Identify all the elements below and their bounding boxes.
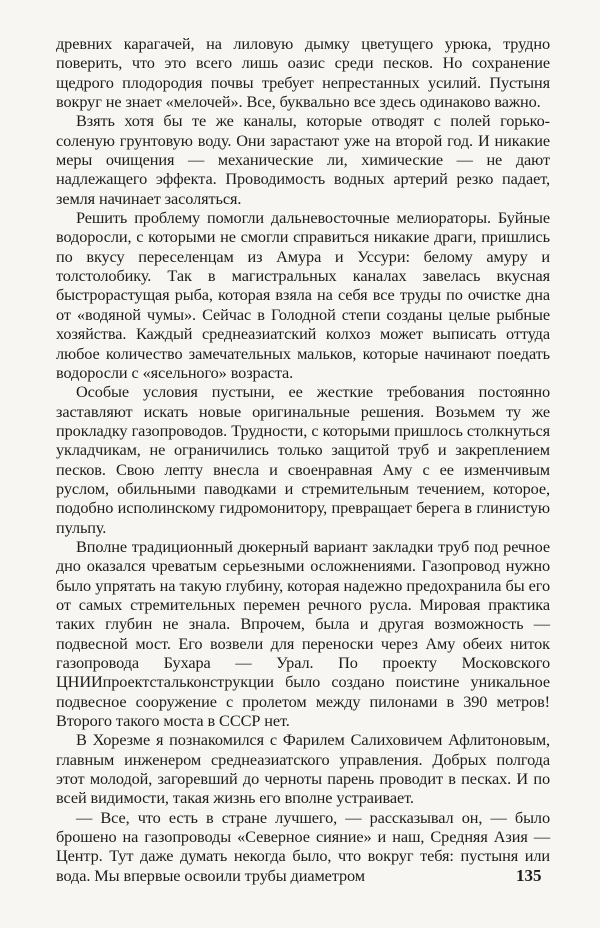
page-number: 135	[516, 866, 542, 885]
paragraph: Вполне традиционный дюкерный вариант закладки труб под речное дно оказался чреватым серьезными осложнениями. Газопровод нужно было упрятать на такую глубину, которая надежно предохранила бы его от самых стремительных перемен речного русла. Мировая практика таких глубин не знала. Впрочем, была и другая возможность — подвесной мост. Его возвели для переноски через Аму обеих ниток газопровода Бухара — Урал. По проекту Московского ЦНИИпроектстальконструкции было создано поистине уникальное подвесное сооружение с пролетом между пилонами в 390 метров! Второго такого моста в СССР нет.	[56, 536, 550, 731]
body-text	[56, 34, 550, 885]
paragraph: Взять хотя бы те же каналы, которые отводят с полей горько-соленую грунтовую воду. Они зарастают уже на второй год. И никакие меры очищения — механические ли, химические — не дают надлежащего эффекта. Проводимость водных артерий резко падает, земля начинает засоляться.	[56, 111, 550, 208]
paragraph: В Хорезме я познакомился с Фарилем Салиховичем Афлитоновым, главным инженером среднеазиатского управления. Добрых полгода этот молодой, загоревший до черноты парень проводит в песках. И по всей видимости, такая жизнь его вполне устраивает.	[56, 730, 550, 808]
paragraph: древних карагачей, на лиловую дымку цветущего урюка, трудно поверить, что это всего лишь оазис среди песков. Но сохранение щедрого плодородия почвы требует непрестанных усилий. Пустыня вокруг не знает «мелочей». Все, буквально все здесь одинаково важно.	[56, 34, 550, 112]
paragraph: — Все, что есть в стране лучшего, — рассказывал он, — было брошено на газопроводы «Северное сияние» и наш, Средняя Азия — Центр. Тут даже думать некогда было, что вокруг тебя: пустыня или вода. Мы впервые освоили трубы диаметром	[56, 807, 550, 885]
paragraph: Решить проблему помогли дальневосточные мелиораторы. Буйные водоросли, с которыми не смогли справиться никакие драги, пришлись по вкусу переселенцам из Амура и Уссури: белому амуру и толстолобику. Так в магистральных каналах завелась вкусная быстрорастущая рыба, которая взяла на себя все труды по очистке дна от «водяной чумы». Сейчас в Голодной степи созданы целые рыбные хозяйства. Каждый среднеазиатский колхоз может выписать оттуда любое количество замечательных мальков, которые начинают поедать водоросли с «ясельного» возраста.	[56, 208, 550, 382]
paragraph: Особые условия пустыни, ее жесткие требования постоянно заставляют искать новые оригинальные решения. Возьмем ту же прокладку газопроводов. Трудности, с которыми пришлось столкнуться укладчикам, не ограничились только защитой труб и закреплением песков. Свою лепту внесла и своенравная Аму с ее изменчивым руслом, обильными паводками и стремительным течением, которое, подобно исполинскому гидромонитору, превращает берега в глинистую пульпу.	[56, 382, 550, 537]
